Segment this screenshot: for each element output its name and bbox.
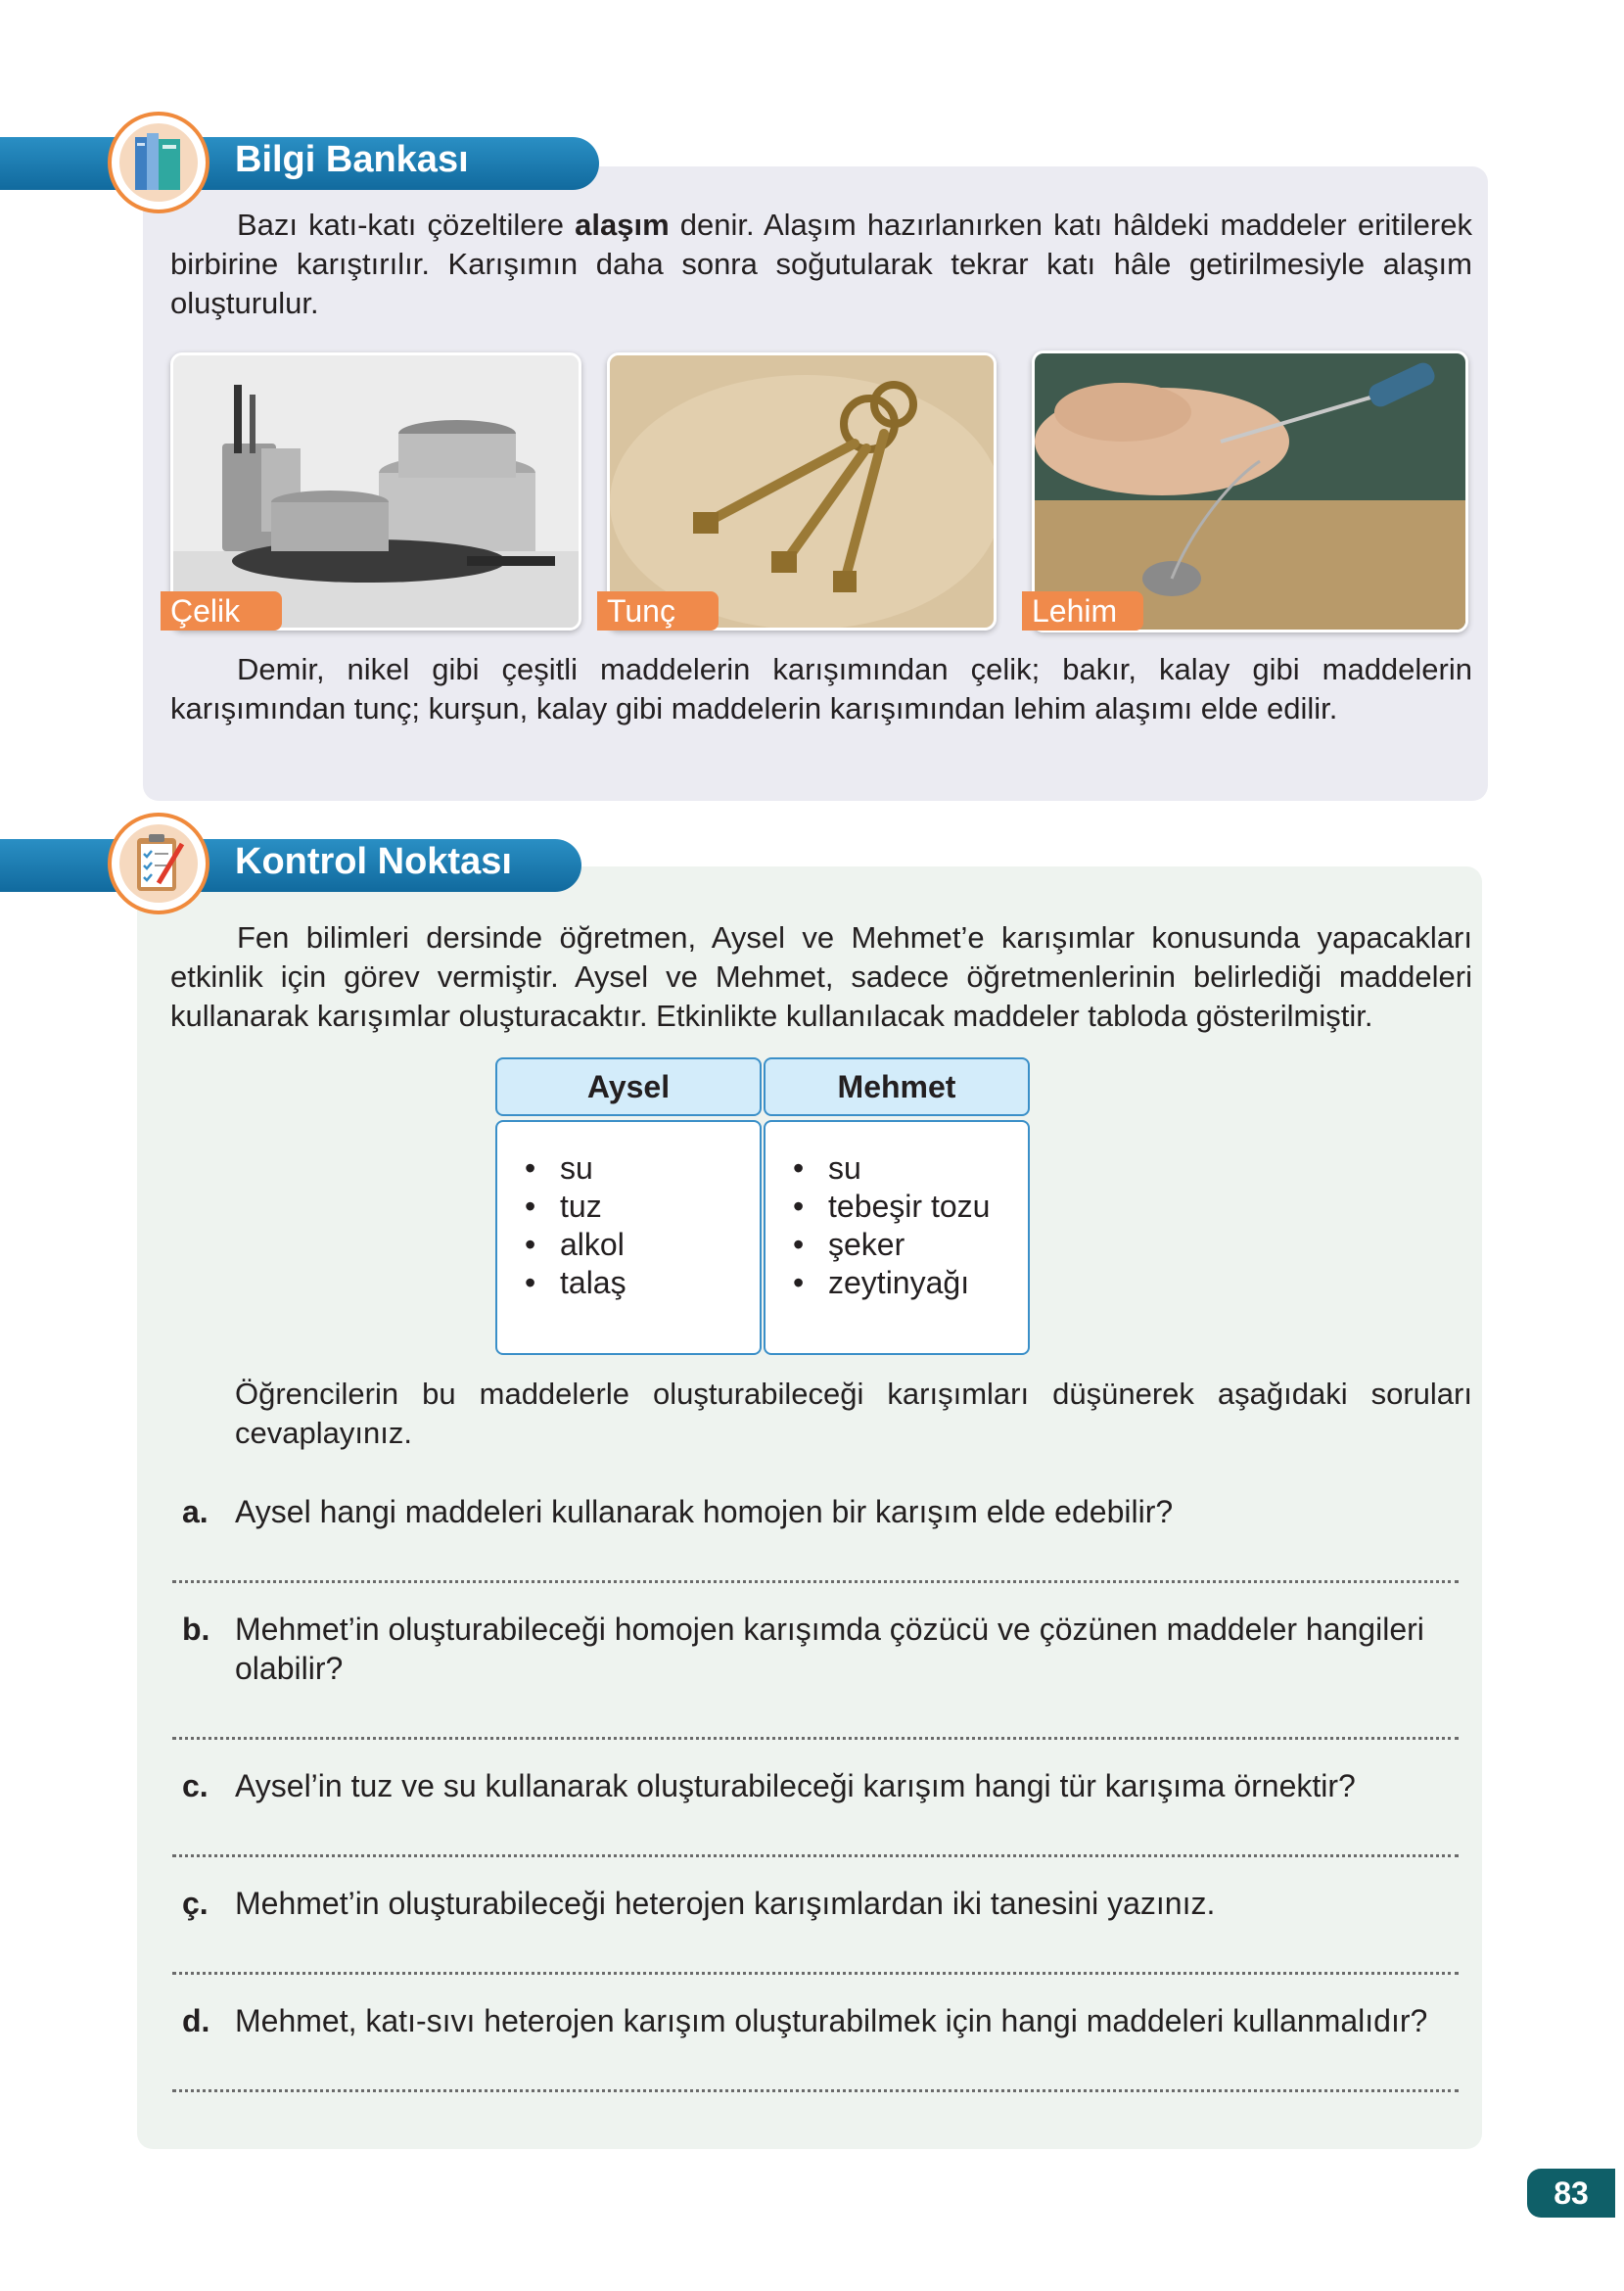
page-number: 83	[1527, 2169, 1615, 2218]
question-letter: ç.	[182, 1886, 209, 1921]
bilgi-summary-paragraph: Demir, nikel gibi çeşitli maddelerin karışımından çelik; bakır, kalay gibi maddelerin karışımından tunç; kurşun, kalay gibi maddelerin karışımından lehim alaşımı elde edilir.	[170, 652, 1472, 725]
answer-line-c[interactable]	[172, 1854, 1459, 1857]
kontrol-intro-paragraph: Fen bilimleri dersinde öğretmen, Aysel ve Mehmet’e karışımlar konusunda yapacakları etkinlik için görev vermiştir. Aysel ve Mehmet, sadece öğretmenlerinin belirlediği maddeleri kullanarak karışımlar oluşturacaktır. Etkinlikte kullanılacak maddeler tabloda gösterilmiştir.	[170, 920, 1472, 1033]
tunc-label: Tunç	[597, 591, 719, 631]
lehim-label: Lehim	[1022, 591, 1143, 631]
table-header-aysel: Aysel	[495, 1057, 762, 1116]
lehim-photo	[1032, 351, 1468, 632]
question-d: Mehmet, katı-sıvı heterojen karışım oluşturabilmek için hangi maddeleri kullanmalıdır?	[235, 2003, 1428, 2038]
clipboard-checklist-icon	[108, 813, 209, 914]
celik-label: Çelik	[161, 591, 282, 631]
question-c: Aysel’in tuz ve su kullanarak oluşturabileceği karışım hangi tür karışıma örnektir?	[235, 1768, 1356, 1803]
list-item: • tuz	[525, 1188, 760, 1226]
list-item: • şeker	[793, 1226, 1028, 1264]
books-icon	[108, 112, 209, 213]
instruction-paragraph: Öğrencilerin bu maddelerle oluşturabileceği karışımları düşünerek aşağıdaki soruları cevaplayınız.	[235, 1377, 1472, 1450]
question-cedilla: Mehmet’in oluşturabileceği heterojen karışımlardan iki tanesini yazınız.	[235, 1886, 1216, 1921]
list-item: • talaş	[525, 1264, 760, 1302]
kontrol-noktasi-title: Kontrol Noktası	[235, 841, 512, 882]
bilgi-bankasi-title: Bilgi Bankası	[235, 139, 469, 180]
table-header-mehmet: Mehmet	[764, 1057, 1030, 1116]
list-item: • su	[525, 1149, 760, 1188]
question-letter: b.	[182, 1612, 210, 1647]
list-item: • tebeşir tozu	[793, 1188, 1028, 1226]
question-a: Aysel hangi maddeleri kullanarak homojen bir karışım elde edebilir?	[235, 1494, 1174, 1529]
answer-line-cedilla[interactable]	[172, 1972, 1459, 1975]
tunc-photo	[607, 352, 997, 631]
celik-photo	[170, 352, 581, 631]
answer-line-d[interactable]	[172, 2089, 1459, 2092]
table-cell-aysel	[495, 1120, 762, 1355]
question-letter: d.	[182, 2003, 210, 2038]
question-letter: a.	[182, 1494, 209, 1529]
list-item: • zeytinyağı	[793, 1264, 1028, 1302]
bilgi-intro-paragraph: Bazı katı-katı çözeltilere alaşım denir. Alaşım hazırlanırken katı hâldeki maddeler eritilerek birbirine karıştırılır. Karışımın daha sonra soğutularak tekrar katı hâle getirilmesiyle alaşım oluşturulur.	[170, 208, 1472, 320]
answer-line-a[interactable]	[172, 1580, 1459, 1583]
list-item: • alkol	[525, 1226, 760, 1264]
answer-line-b[interactable]	[172, 1737, 1459, 1740]
list-item: • su	[793, 1149, 1028, 1188]
table-cell-mehmet	[764, 1120, 1030, 1355]
question-b: Mehmet’in oluşturabileceği homojen karışımda çözücü ve çözünen maddeler hangileri olabilir?	[235, 1612, 1424, 1686]
question-letter: c.	[182, 1768, 209, 1803]
